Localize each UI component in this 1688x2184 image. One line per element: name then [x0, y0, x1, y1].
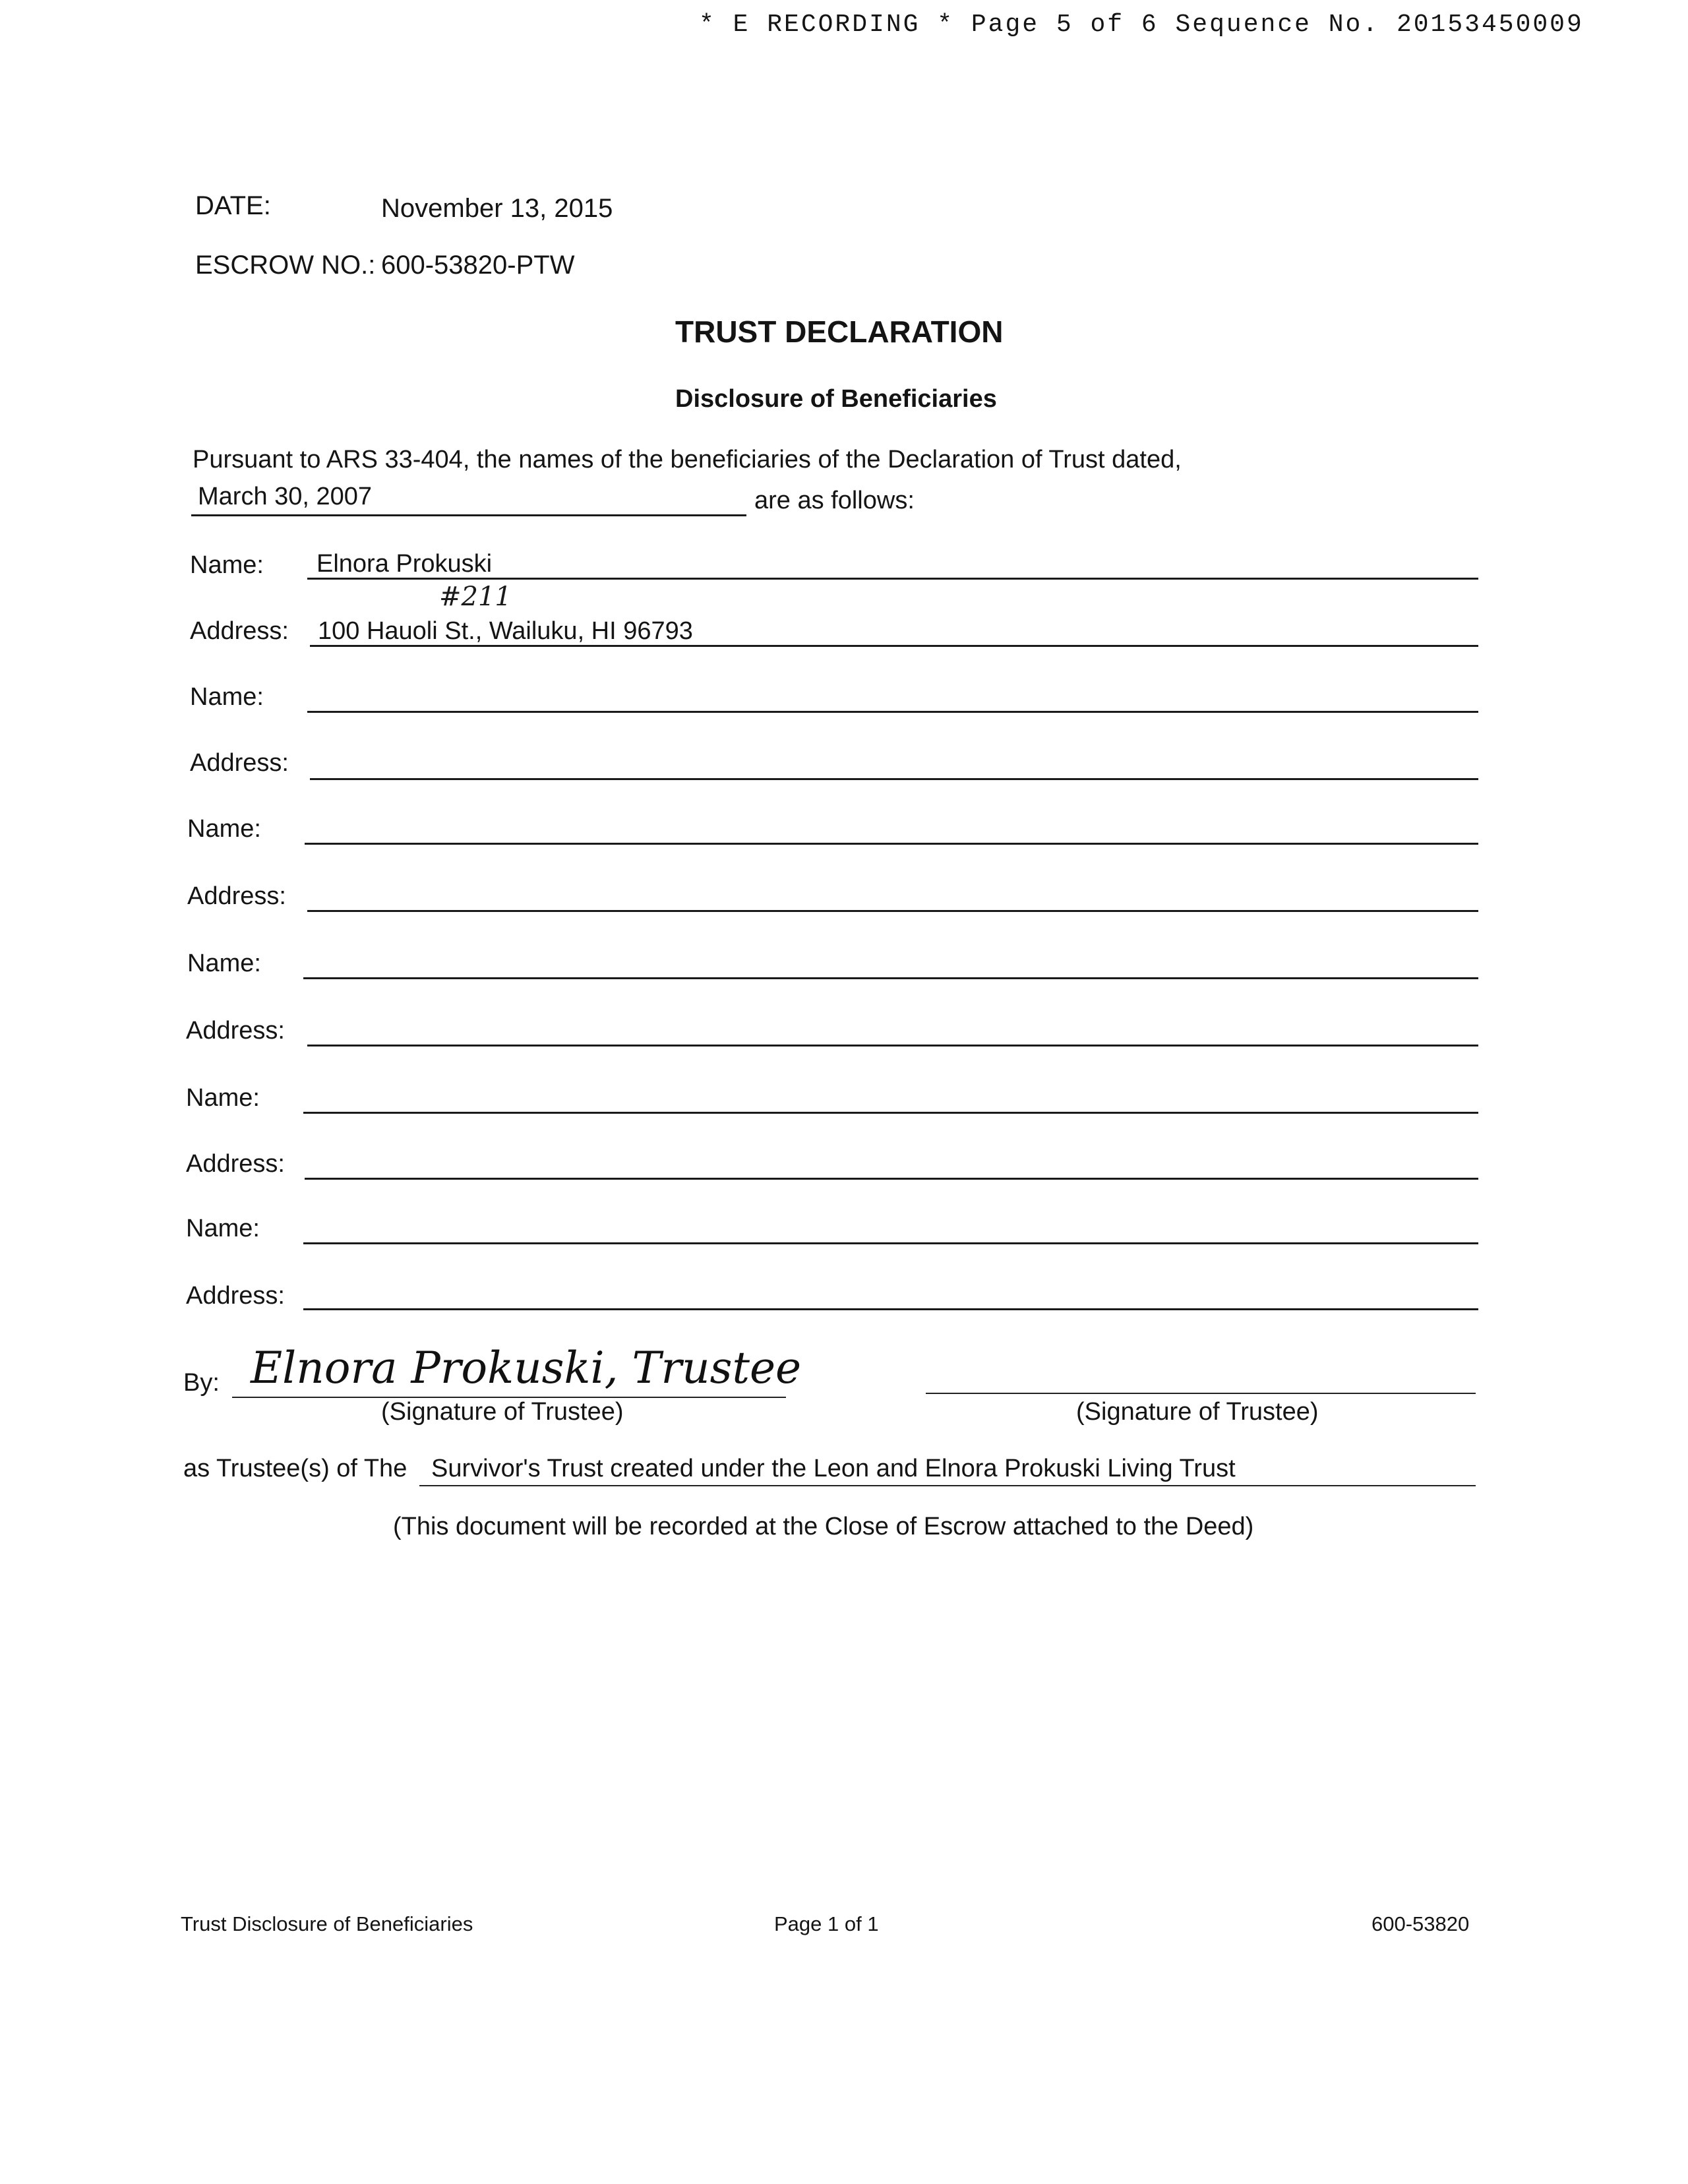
page-subtitle: Disclosure of Beneficiaries — [675, 385, 997, 413]
name-line — [303, 1112, 1478, 1114]
trust-date-line — [191, 514, 746, 516]
escrow-value: 600-53820-PTW — [381, 251, 575, 280]
address-label: Address: — [190, 749, 289, 777]
name-label: Name: — [190, 551, 264, 579]
name-label: Name: — [187, 815, 261, 843]
trustee-of-label: as Trustee(s) of The — [183, 1455, 407, 1482]
footer-escrow-number: 600-53820 — [1372, 1912, 1470, 1935]
date-label: DATE: — [195, 191, 271, 220]
recording-header: * E RECORDING * Page 5 of 6 Sequence No. 20153450009 — [699, 11, 1584, 39]
footer-left: Trust Disclosure of Beneficiaries — [181, 1912, 473, 1935]
name-line — [307, 578, 1478, 580]
page-title: TRUST DECLARATION — [675, 315, 1004, 349]
name-label: Name: — [187, 950, 261, 977]
address-label: Address: — [187, 882, 286, 910]
address-line — [307, 1045, 1478, 1046]
signature-line-2 — [926, 1393, 1476, 1394]
address-label: Address: — [186, 1150, 285, 1178]
recording-note: (This document will be recorded at the Close of Escrow attached to the Deed) — [393, 1513, 1254, 1540]
signature-caption-2: (Signature of Trustee) — [1076, 1398, 1319, 1426]
trust-name-line — [419, 1485, 1476, 1486]
escrow-label: ESCROW NO.: — [195, 251, 376, 280]
intro-text: Pursuant to ARS 33-404, the names of the beneficiaries of the Declaration of Trust dated, — [193, 446, 1182, 473]
name-line — [303, 977, 1478, 979]
address-line — [303, 1308, 1478, 1310]
address-label: Address: — [190, 617, 289, 645]
name-label: Name: — [186, 1084, 260, 1112]
date-value: November 13, 2015 — [381, 194, 613, 223]
trust-date-value: March 30, 2007 — [198, 483, 373, 510]
address-line — [305, 1178, 1478, 1180]
address-line — [310, 645, 1478, 647]
address-label: Address: — [186, 1017, 285, 1045]
follows-text: are as follows: — [754, 487, 915, 514]
beneficiary-name: Elnora Prokuski — [316, 550, 493, 578]
footer-page-number: Page 1 of 1 — [774, 1912, 879, 1935]
name-line — [305, 843, 1478, 845]
by-label: By: — [183, 1369, 220, 1397]
trustee-signature: Elnora Prokuski, Trustee — [251, 1343, 802, 1393]
address-label: Address: — [186, 1282, 285, 1310]
beneficiary-address: 100 Hauoli St., Wailuku, HI 96793 — [318, 617, 693, 645]
name-line — [307, 711, 1478, 713]
name-line — [303, 1242, 1478, 1244]
name-label: Name: — [186, 1215, 260, 1242]
signature-caption-1: (Signature of Trustee) — [381, 1398, 624, 1426]
trust-name: Survivor's Trust created under the Leon and Elnora Prokuski Living Trust — [431, 1455, 1236, 1482]
name-label: Name: — [190, 683, 264, 711]
address-handwritten-note: #211 — [439, 582, 512, 612]
address-line — [310, 778, 1478, 780]
address-line — [307, 910, 1478, 912]
